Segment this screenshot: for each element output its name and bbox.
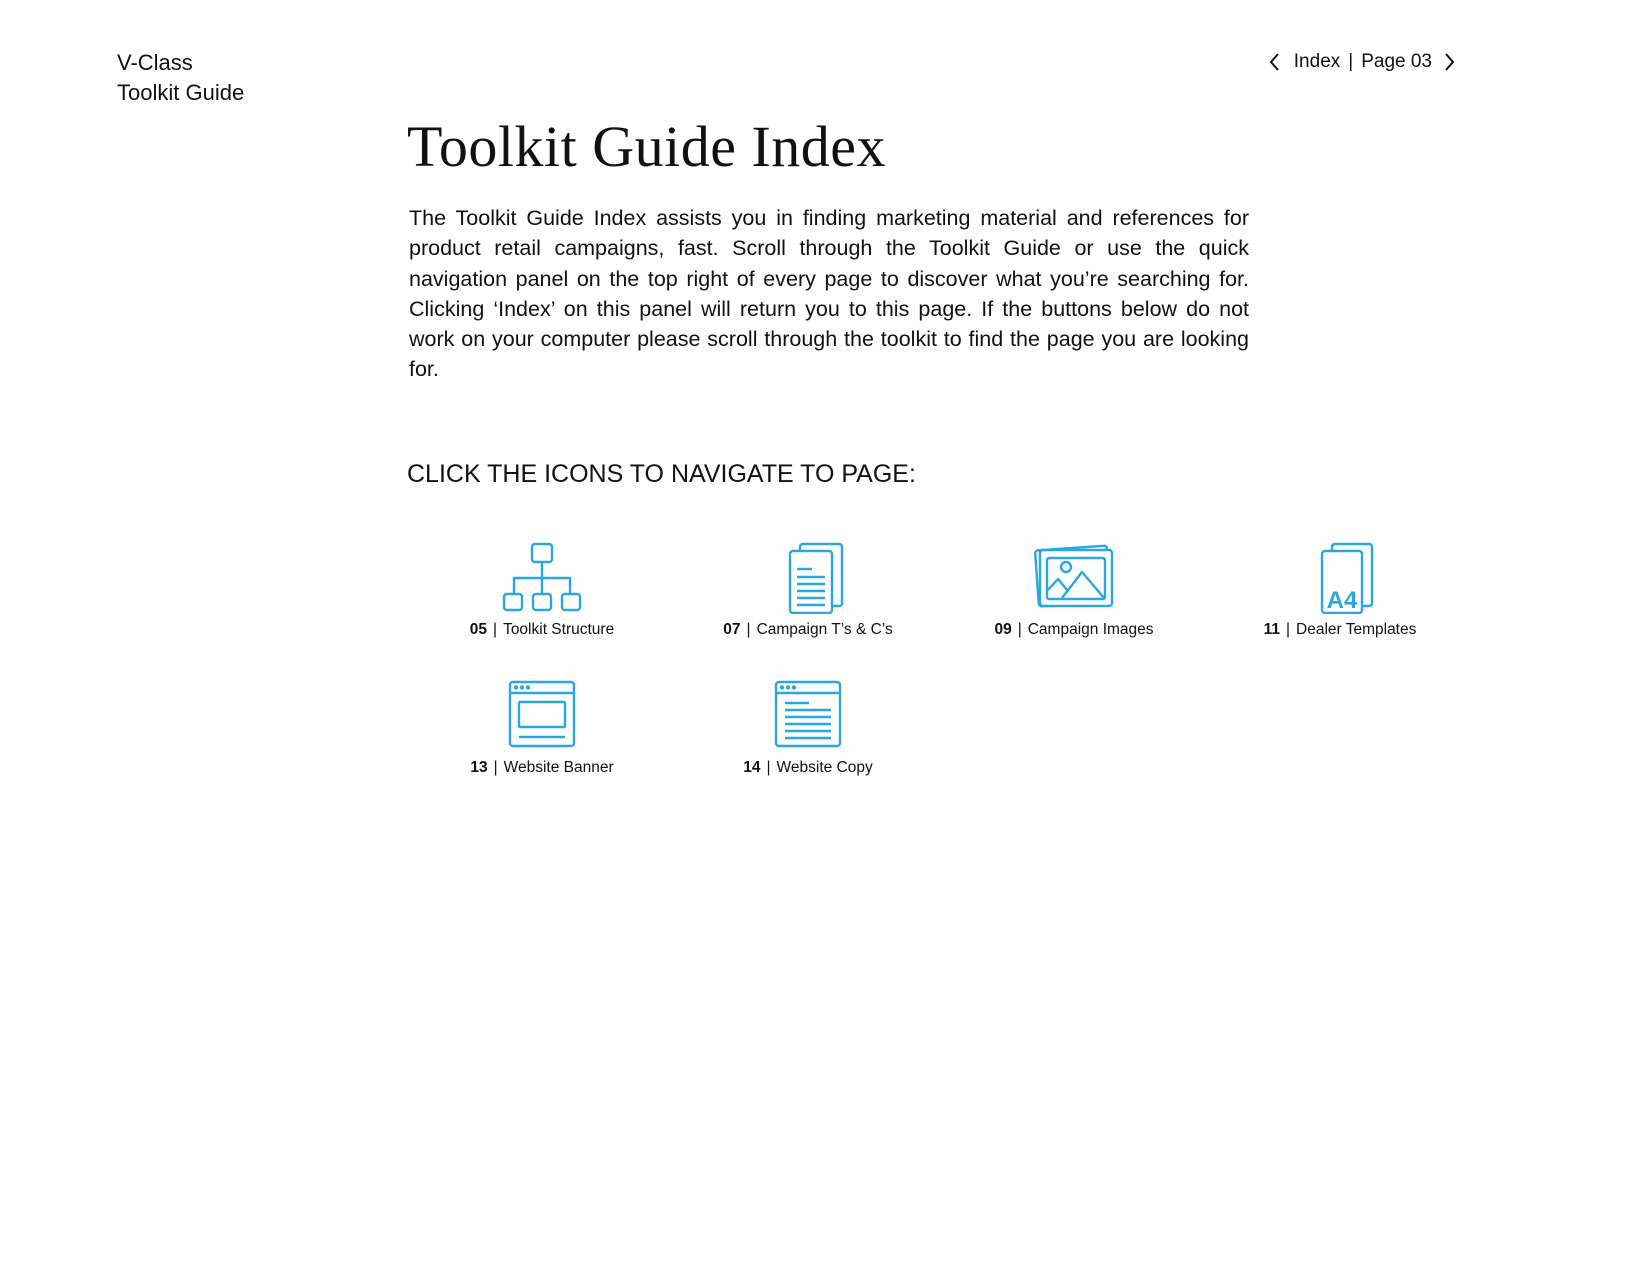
tile-page-number: 05 bbox=[469, 621, 488, 638]
tile-page-number: 14 bbox=[743, 759, 761, 776]
sitemap-icon bbox=[501, 542, 583, 614]
nav-tile-campaign-images[interactable]: 09 | Campaign Images bbox=[964, 542, 1184, 639]
previous-page-button[interactable] bbox=[1264, 48, 1286, 76]
nav-tile-toolkit-structure[interactable]: 05 | Toolkit Structure bbox=[432, 542, 652, 639]
tile-label: Dealer Templates bbox=[1296, 621, 1417, 638]
tile-page-number: 11 bbox=[1263, 621, 1280, 638]
brand-line-2: Toolkit Guide bbox=[117, 80, 245, 105]
tile-page-number: 13 bbox=[470, 759, 488, 776]
nav-tile-website-banner[interactable]: 13 | Website Banner bbox=[432, 680, 652, 777]
browser-copy-icon bbox=[767, 680, 849, 752]
tile-page-number: 09 bbox=[994, 621, 1012, 638]
nav-tile-campaign-terms[interactable]: 07 | Campaign T’s & C’s bbox=[698, 542, 918, 639]
nav-tile-website-copy[interactable]: 14 | Website Copy bbox=[698, 680, 918, 777]
chevron-left-icon bbox=[1269, 52, 1281, 72]
page-title: Toolkit Guide Index bbox=[407, 114, 887, 179]
tile-label: Website Copy bbox=[776, 759, 873, 776]
tile-label: Campaign T’s & C’s bbox=[756, 621, 893, 638]
nav-separator: | bbox=[1348, 51, 1354, 72]
brand-line-1: V-Class bbox=[117, 50, 193, 75]
tile-label: Toolkit Structure bbox=[503, 621, 615, 638]
section-heading: CLICK THE ICONS TO NAVIGATE TO PAGE: bbox=[407, 460, 916, 488]
tile-label: Campaign Images bbox=[1027, 621, 1154, 638]
nav-tile-dealer-templates[interactable]: A4 11 | Dealer Templates bbox=[1230, 542, 1450, 639]
intro-paragraph: The Toolkit Guide Index assists you in finding marketing material and references for product retail campaigns, fast. Scroll through the Toolkit Guide or use the quick navigation panel on the top right of every page to discover what you’re searching for. Clicking ‘Index’ on this panel will return you to this page. If the buttons below do not work on your computer please scroll through the toolkit to find the page you are looking for. bbox=[409, 206, 1249, 382]
tile-page-number: 07 bbox=[723, 621, 741, 638]
index-link[interactable]: Index bbox=[1293, 51, 1341, 72]
a4-label: A4 bbox=[1326, 587, 1358, 614]
browser-banner-icon bbox=[501, 680, 583, 752]
images-icon bbox=[1033, 542, 1115, 614]
top-navigation bbox=[1264, 48, 1460, 76]
brand-title bbox=[117, 48, 244, 108]
documents-icon bbox=[767, 542, 849, 614]
tile-label: Website Banner bbox=[503, 759, 614, 776]
next-page-button[interactable] bbox=[1438, 48, 1460, 76]
page-number: Page 03 bbox=[1361, 51, 1432, 72]
a4-pages-icon bbox=[1299, 542, 1381, 614]
chevron-right-icon bbox=[1443, 52, 1455, 72]
